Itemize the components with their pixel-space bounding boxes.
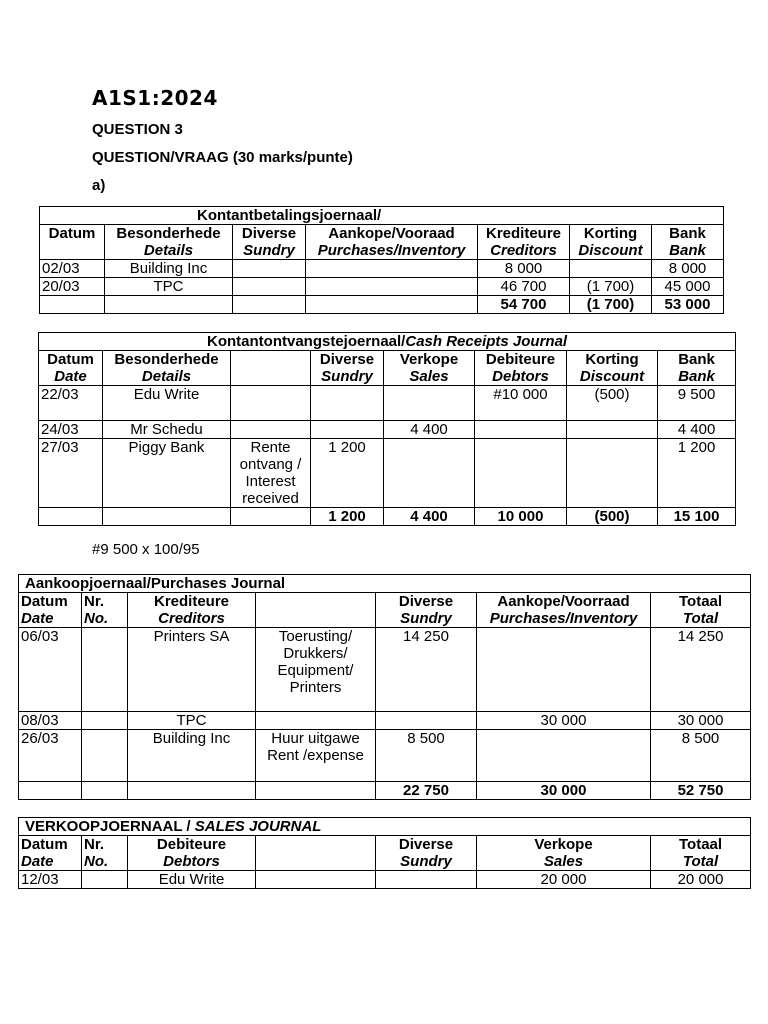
cell-details: TPC (105, 278, 233, 296)
cell-date: 12/03 (19, 871, 82, 889)
cash-payments-title: Kontantbetalingsjoernaal/ (40, 207, 724, 225)
table-row (40, 278, 724, 296)
cell-debtor: Edu Write (128, 871, 256, 889)
table-row (19, 712, 751, 730)
totals-row (39, 508, 736, 526)
calculation-note: #9 500 x 100/95 (92, 541, 200, 558)
table-row (19, 730, 751, 782)
cash-payments-journal-table (39, 206, 724, 314)
header-discount: Korting Discount (570, 225, 652, 260)
header-blank (231, 351, 311, 386)
cell-account: Rente ontvang / Interest received (231, 439, 311, 508)
cell-sales: 4 400 (384, 421, 475, 439)
header-blank (256, 836, 376, 871)
header-datum: Datum (40, 225, 105, 260)
header-date: Datum Date (19, 593, 82, 628)
cell-sundry (233, 260, 306, 278)
question-part-label: a) (92, 177, 106, 194)
header-total: Totaal Total (651, 836, 751, 871)
purchases-journal-title: Aankoopjoernaal/Purchases Journal (19, 575, 751, 593)
cell-total: 20 000 (651, 871, 751, 889)
cell-date: 24/03 (39, 421, 103, 439)
cell-sundry: 8 500 (376, 730, 477, 782)
header-creditors: Krediteure Creditors (128, 593, 256, 628)
cell-debtors: #10 000 (475, 386, 567, 421)
cell-no (82, 871, 128, 889)
cell-sundry: 1 200 (311, 439, 384, 508)
cell-total: 30 000 (651, 712, 751, 730)
table-row (40, 260, 724, 278)
cell-date: 22/03 (39, 386, 103, 421)
cell-sundry (311, 421, 384, 439)
sales-journal-title: VERKOOPJOERNAAL / SALES JOURNAL (19, 818, 751, 836)
header-discount: Korting Discount (567, 351, 658, 386)
cell-purchases (306, 260, 478, 278)
cell-purchases (477, 628, 651, 712)
total-total: 52 750 (651, 782, 751, 800)
cell-sundry (311, 386, 384, 421)
cell-details: Edu Write (103, 386, 231, 421)
header-sales: Verkope Sales (477, 836, 651, 871)
cell-date: 27/03 (39, 439, 103, 508)
cell-discount: (500) (567, 386, 658, 421)
table-row (19, 628, 751, 712)
table-header-row (19, 593, 751, 628)
header-creditors: Krediteure Creditors (478, 225, 570, 260)
table-row (19, 871, 751, 889)
cell-account (231, 421, 311, 439)
cell-bank: 1 200 (658, 439, 736, 508)
header-sales: Verkope Sales (384, 351, 475, 386)
question-number: QUESTION 3 (92, 121, 183, 138)
cell-creditor: Building Inc (128, 730, 256, 782)
cell-purchases (306, 278, 478, 296)
totals-row (19, 782, 751, 800)
cell-sundry (233, 278, 306, 296)
header-debtors: Debiteure Debtors (475, 351, 567, 386)
cell-debtors (475, 439, 567, 508)
cell-account: Huur uitgawe Rent /expense (256, 730, 376, 782)
header-date: Datum Date (39, 351, 103, 386)
cell-total: 8 500 (651, 730, 751, 782)
total-sundry: 22 750 (376, 782, 477, 800)
total-sales: 4 400 (384, 508, 475, 526)
cell-date: 08/03 (19, 712, 82, 730)
cell-creditors: 8 000 (478, 260, 570, 278)
table-header-row (19, 836, 751, 871)
total-creditors: 54 700 (478, 296, 570, 314)
cell-date: 20/03 (40, 278, 105, 296)
header-debtors: Debiteure Debtors (128, 836, 256, 871)
cell-bank: 45 000 (652, 278, 724, 296)
header-no: Nr. No. (82, 836, 128, 871)
question-subtitle: QUESTION/VRAAG (30 marks/punte) (92, 149, 353, 166)
table-row (39, 439, 736, 508)
cell-account (256, 871, 376, 889)
cell-sales (384, 439, 475, 508)
cell-account (231, 386, 311, 421)
total-discount: (500) (567, 508, 658, 526)
cash-receipts-journal-table (38, 332, 736, 526)
table-header-row (40, 225, 724, 260)
cell-discount: (1 700) (570, 278, 652, 296)
cell-creditors: 46 700 (478, 278, 570, 296)
header-bank: Bank Bank (652, 225, 724, 260)
cell-date: 26/03 (19, 730, 82, 782)
header-details: Besonderhede Details (103, 351, 231, 386)
header-no: Nr. No. (82, 593, 128, 628)
cell-bank: 9 500 (658, 386, 736, 421)
header-date: Datum Date (19, 836, 82, 871)
document-code: A1S1:2024 (92, 86, 218, 110)
cell-sundry (376, 712, 477, 730)
header-purchases: Aankope/Voorraad Purchases/Inventory (477, 593, 651, 628)
cell-date: 06/03 (19, 628, 82, 712)
cell-bank: 4 400 (658, 421, 736, 439)
cell-purchases (477, 730, 651, 782)
total-purchases: 30 000 (477, 782, 651, 800)
header-bank: Bank Bank (658, 351, 736, 386)
header-details: Besonderhede Details (105, 225, 233, 260)
cell-sundry: 14 250 (376, 628, 477, 712)
totals-row (40, 296, 724, 314)
purchases-journal-table (18, 574, 751, 800)
total-bank: 53 000 (652, 296, 724, 314)
cell-details: Mr Schedu (103, 421, 231, 439)
table-header-row (39, 351, 736, 386)
cell-account: Toerusting/ Drukkers/ Equipment/ Printers (256, 628, 376, 712)
cell-discount (567, 421, 658, 439)
cell-account (256, 712, 376, 730)
cell-discount (570, 260, 652, 278)
cell-details: Piggy Bank (103, 439, 231, 508)
cell-sales (384, 386, 475, 421)
total-discount: (1 700) (570, 296, 652, 314)
header-sundry: Diverse Sundry (233, 225, 306, 260)
cash-receipts-title: Kontantontvangstejoernaal/Cash Receipts Journal (39, 333, 736, 351)
cell-bank: 8 000 (652, 260, 724, 278)
cell-creditor: TPC (128, 712, 256, 730)
header-sundry: Diverse Sundry (376, 836, 477, 871)
cell-creditor: Printers SA (128, 628, 256, 712)
cell-total: 14 250 (651, 628, 751, 712)
total-bank: 15 100 (658, 508, 736, 526)
header-total: Totaal Total (651, 593, 751, 628)
table-row (39, 421, 736, 439)
cell-details: Building Inc (105, 260, 233, 278)
cell-date: 02/03 (40, 260, 105, 278)
cell-purchases: 30 000 (477, 712, 651, 730)
cell-sales: 20 000 (477, 871, 651, 889)
table-row (39, 386, 736, 421)
cell-sundry (376, 871, 477, 889)
header-sundry: Diverse Sundry (311, 351, 384, 386)
cell-discount (567, 439, 658, 508)
header-sundry: Diverse Sundry (376, 593, 477, 628)
cell-no (82, 712, 128, 730)
cell-debtors (475, 421, 567, 439)
total-sundry: 1 200 (311, 508, 384, 526)
sales-journal-table (18, 817, 751, 889)
header-blank (256, 593, 376, 628)
cell-no (82, 730, 128, 782)
header-purchases: Aankope/Vooraad Purchases/Inventory (306, 225, 478, 260)
cell-no (82, 628, 128, 712)
total-debtors: 10 000 (475, 508, 567, 526)
